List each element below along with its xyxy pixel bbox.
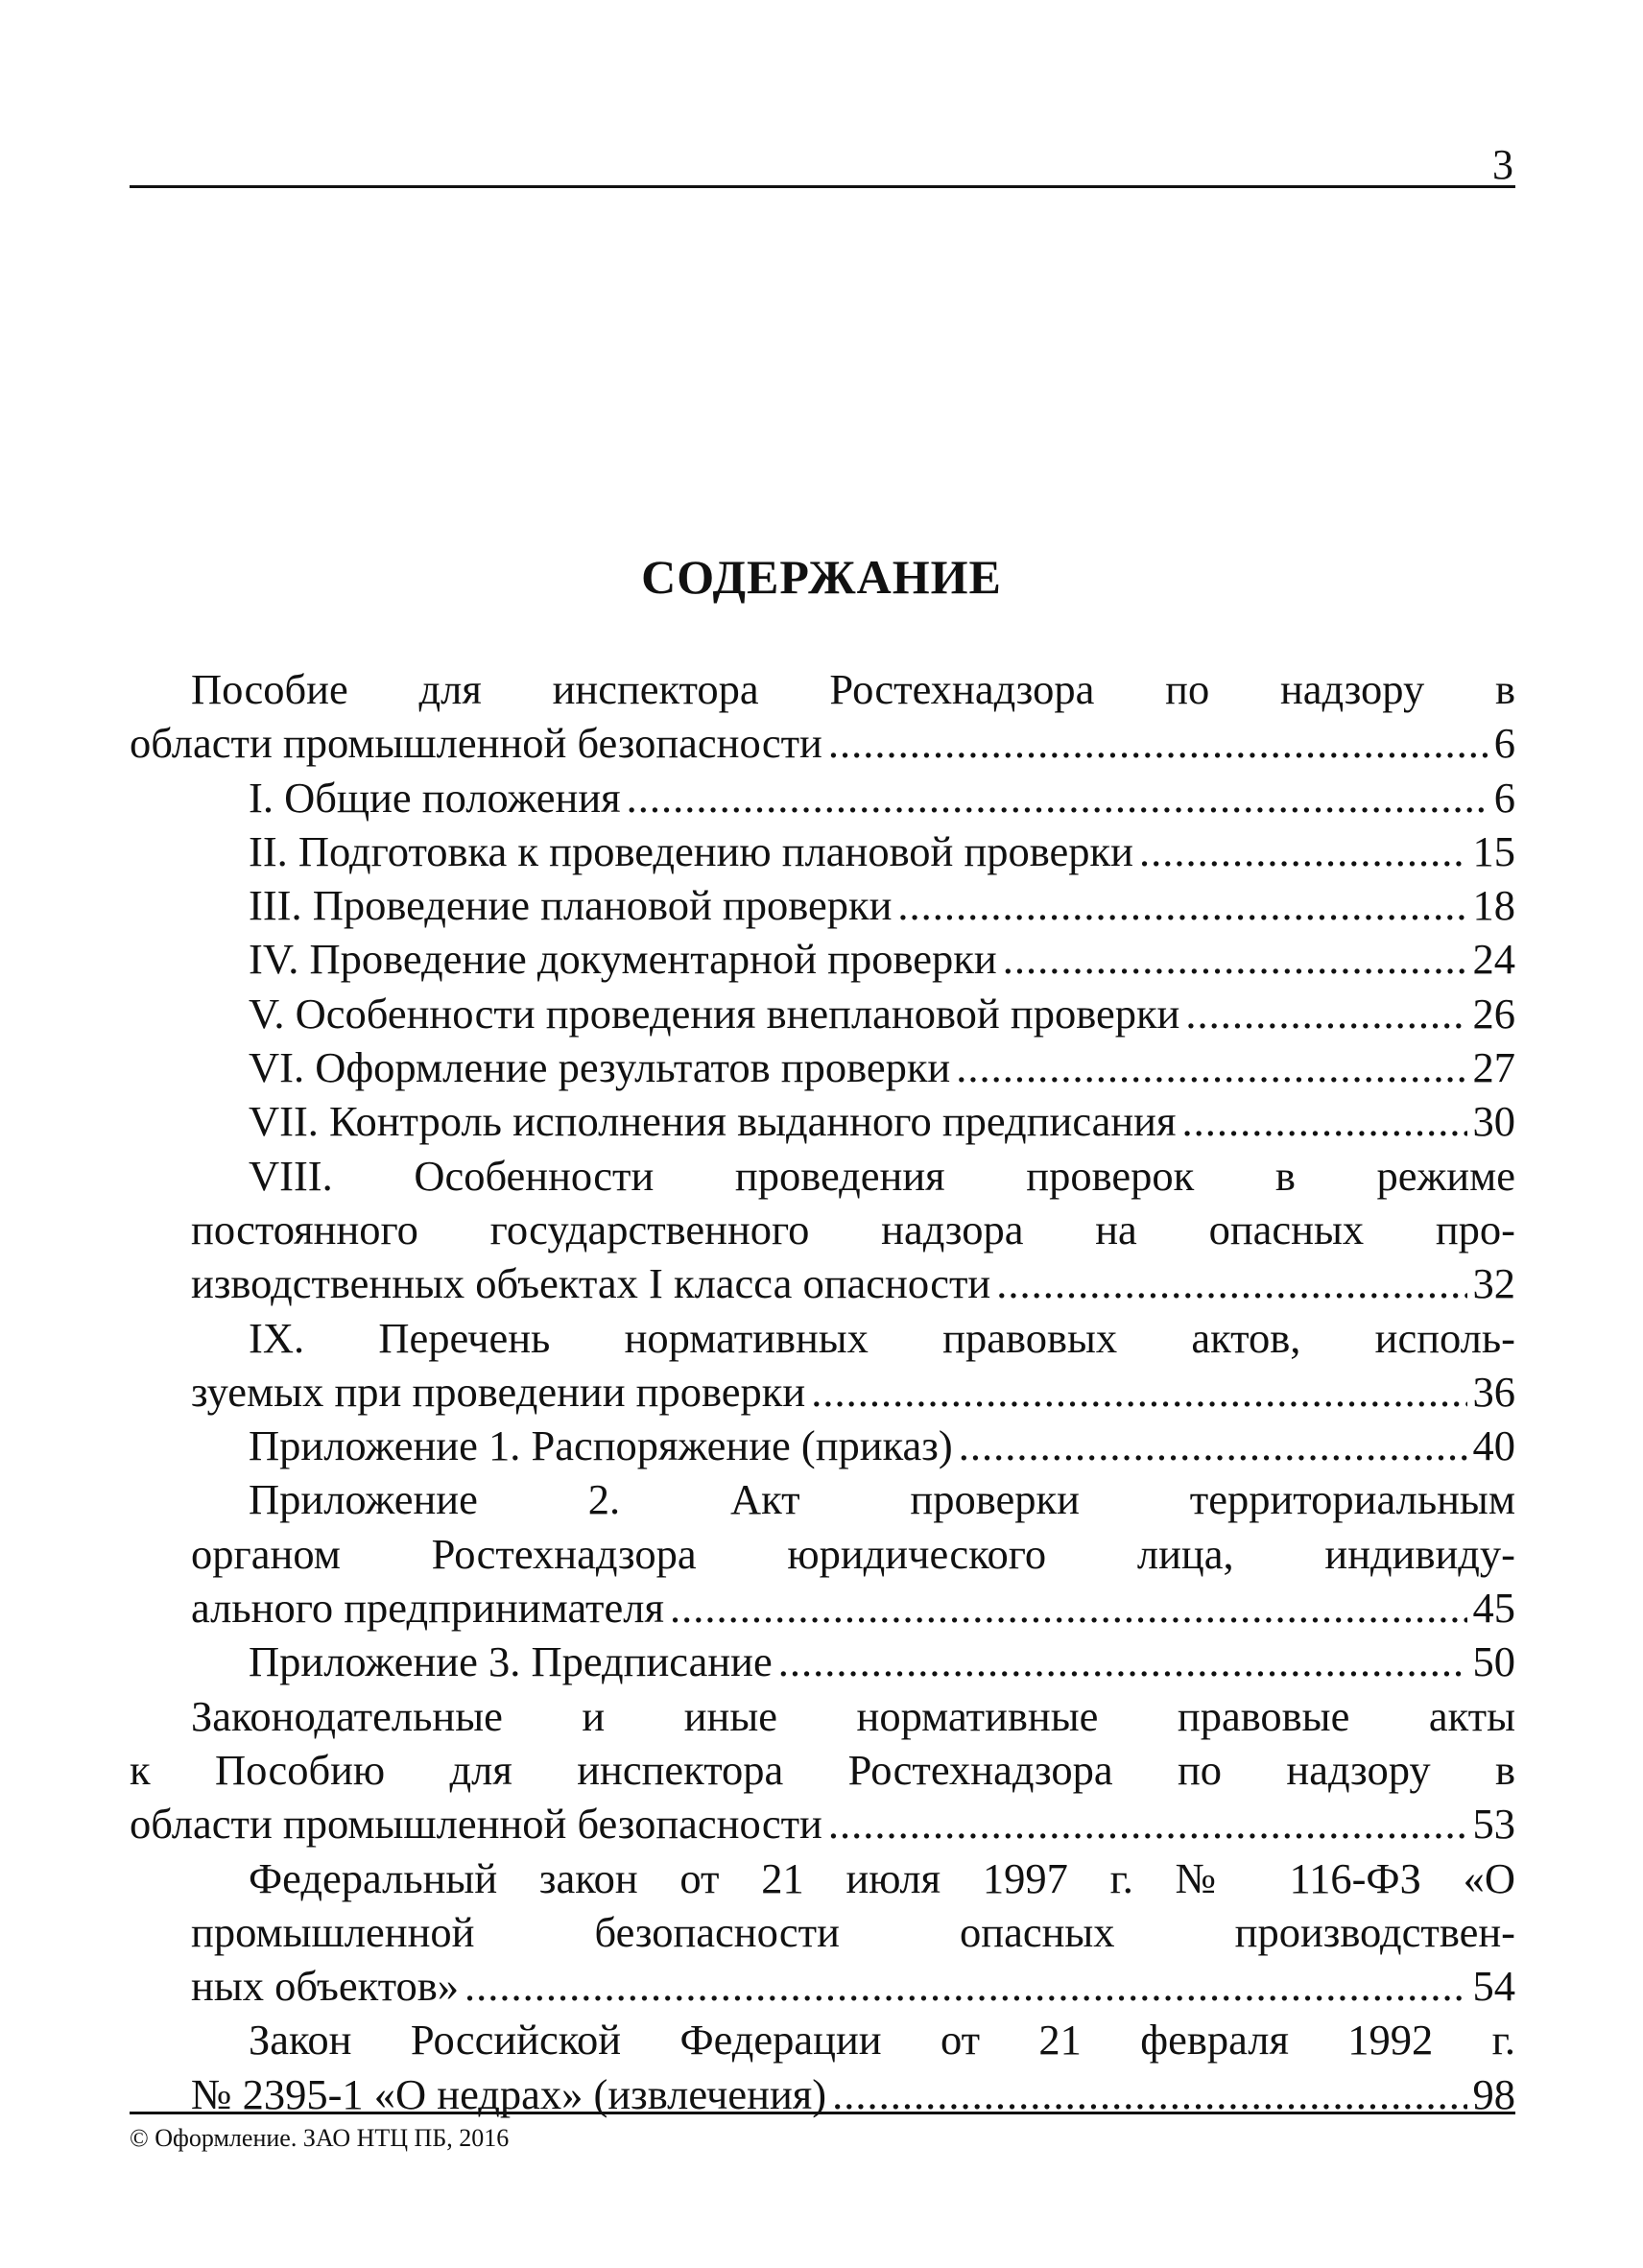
toc-entry-line: Законодательные и иные нормативные правовые акты: [191, 1691, 1515, 1740]
toc-entry-line: к Пособию для инспектора Ростехнадзора по надзору в: [130, 1745, 1515, 1794]
toc-entry-line: Федеральный закон от 21 июля 1997 г. № 116-ФЗ «О: [249, 1853, 1515, 1902]
toc-entry[interactable]: [130, 1149, 1515, 1311]
toc-entry-line: Закон Российской Федерации от 21 февраля 1992 г.: [249, 2016, 1515, 2065]
toc-page-ref: 6: [1493, 719, 1515, 768]
dot-leader: [778, 1635, 1467, 1688]
toc-entry[interactable]: [130, 824, 1515, 878]
toc-page-ref: 30: [1472, 1097, 1515, 1146]
toc-entry[interactable]: [130, 771, 1515, 824]
toc-entry[interactable]: [130, 1689, 1515, 1851]
dot-leader: [828, 1797, 1467, 1850]
dot-leader: [1139, 824, 1467, 878]
toc-entry[interactable]: [130, 1094, 1515, 1148]
page-number: 3: [1492, 141, 1513, 188]
dot-leader: [828, 716, 1488, 770]
toc-entry-line: зуемых при проведении проверки: [191, 1367, 806, 1416]
toc-entry-line: промышленной безопасности опасных производствен-: [191, 1907, 1515, 1956]
toc-entry-line: области промышленной безопасности: [130, 1800, 822, 1849]
dot-leader: [1185, 987, 1466, 1040]
toc-entry-line: Приложение 1. Распоряжение (приказ): [249, 1421, 953, 1470]
toc-entry[interactable]: [130, 987, 1515, 1040]
toc-entry-line: V. Особенности проведения внеплановой проверки: [249, 989, 1180, 1038]
toc-entry-line: органом Ростехнадзора юридического лица, индивиду-: [191, 1529, 1515, 1578]
toc-entry-line: Приложение 2. Акт проверки территориальным: [249, 1475, 1515, 1524]
toc-entry[interactable]: [130, 1635, 1515, 1688]
toc-page-ref: 15: [1472, 826, 1515, 875]
toc-page-ref: 26: [1472, 989, 1515, 1038]
toc-entry[interactable]: [130, 1472, 1515, 1635]
dot-leader: [897, 878, 1466, 932]
toc-entry-line: изводственных объектах I класса опасности: [191, 1259, 991, 1308]
toc-entry-line: VII. Контроль исполнения выданного предписания: [249, 1097, 1177, 1146]
dot-leader: [464, 1959, 1466, 2013]
toc-page-ref: 53: [1472, 1800, 1515, 1849]
toc-page-ref: 32: [1472, 1259, 1515, 1308]
dot-leader: [811, 1365, 1466, 1419]
toc-entry-line: IX. Перечень нормативных правовых актов, исполь-: [249, 1313, 1515, 1362]
toc-page-ref: 36: [1472, 1367, 1515, 1416]
toc-page-ref: 6: [1493, 773, 1515, 822]
header-rule: [130, 185, 1515, 188]
dot-leader: [1003, 932, 1467, 986]
toc-page-ref: 27: [1472, 1043, 1515, 1092]
toc-page-ref: 24: [1472, 935, 1515, 984]
toc-entry[interactable]: [130, 2013, 1515, 2121]
toc-entry[interactable]: [130, 1311, 1515, 1420]
copyright-footer: © Оформление. ЗАО НТЦ ПБ, 2016: [130, 2124, 510, 2152]
toc-entry-line: VIII. Особенности проведения проверок в режиме: [249, 1151, 1515, 1200]
toc-entry-line: № 2395-1 «О недрах» (извлечения): [191, 2069, 827, 2118]
toc-page-ref: 18: [1472, 881, 1515, 930]
toc-entry[interactable]: [130, 1040, 1515, 1094]
toc-entry-line: IV. Проведение документарной проверки: [249, 935, 997, 984]
toc-page-ref: 50: [1472, 1637, 1515, 1686]
table-of-contents: [130, 662, 1515, 2121]
dot-leader: [996, 1256, 1466, 1310]
dot-leader: [1181, 1094, 1466, 1148]
toc-entry-line: Пособие для инспектора Ростехнадзора по надзору в: [191, 665, 1515, 713]
toc-page-ref: 40: [1472, 1421, 1515, 1470]
dot-leader: [627, 771, 1488, 824]
toc-entry[interactable]: [130, 1419, 1515, 1472]
toc-entry-line: Приложение 3. Предписание: [249, 1637, 773, 1686]
toc-page-ref: 45: [1472, 1584, 1515, 1633]
footer-rule: [130, 2112, 1515, 2114]
toc-entry-line: области промышленной безопасности: [130, 719, 822, 768]
toc-entry-line: II. Подготовка к проведению плановой проверки: [249, 826, 1133, 875]
toc-entry-line: VI. Оформление результатов проверки: [249, 1043, 951, 1092]
dot-leader: [670, 1581, 1467, 1635]
toc-entry[interactable]: [130, 932, 1515, 986]
toc-entry-line: I. Общие положения: [249, 773, 621, 822]
toc-entry-line: ального предпринимателя: [191, 1584, 664, 1633]
dot-leader: [959, 1419, 1467, 1472]
toc-entry-line: III. Проведение плановой проверки: [249, 881, 893, 930]
toc-entry[interactable]: [130, 662, 1515, 771]
toc-entry-line: ных объектов»: [191, 1962, 460, 2011]
toc-entry[interactable]: [130, 1851, 1515, 2014]
toc-entry[interactable]: [130, 878, 1515, 932]
toc-entry-line: постоянного государственного надзора на опасных про-: [191, 1205, 1515, 1253]
dot-leader: [956, 1040, 1466, 1094]
toc-page-ref: 54: [1472, 1962, 1515, 2011]
toc-title: СОДЕРЖАНИЕ: [641, 550, 1002, 604]
toc-page-ref: 98: [1472, 2069, 1515, 2118]
